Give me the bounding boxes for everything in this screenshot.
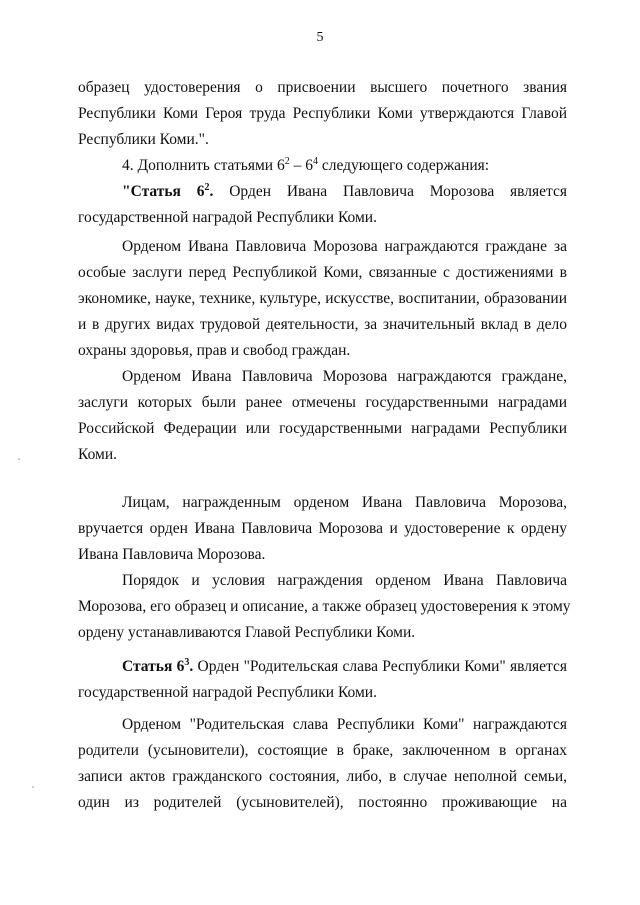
text-line: и в других видах трудовой деятельности, за значительный вклад в дело bbox=[78, 316, 567, 333]
text-line: Орденом Ивана Павловича Морозова награждаются граждане, bbox=[122, 368, 567, 385]
amendment-text: 4. Дополнить статьями 6 bbox=[122, 157, 285, 174]
scan-speck bbox=[32, 786, 34, 788]
article-title-text: "Статья 6 bbox=[122, 183, 205, 200]
superscript: 2 bbox=[284, 156, 290, 167]
text-line: Орденом Ивана Павловича Морозова награждаются граждане за bbox=[122, 238, 567, 255]
article-title-text: Статья 6 bbox=[122, 658, 185, 675]
amendment-line bbox=[122, 157, 567, 175]
article-heading-line bbox=[122, 658, 567, 676]
text-line: Республики Коми.". bbox=[78, 131, 209, 148]
text-line: Ивана Павловича Морозова. bbox=[78, 546, 266, 563]
superscript: 3 bbox=[184, 657, 190, 668]
text-line: Республики Коми Героя труда Республики Коми утверждаются Главой bbox=[78, 105, 567, 122]
text-line: охраны здоровья, прав и свобод граждан. bbox=[78, 342, 351, 359]
text-line: особые заслуги перед Республикой Коми, связанные с достижениями в bbox=[78, 264, 567, 281]
text-line: Коми. bbox=[78, 446, 117, 463]
amendment-text: следующего содержания: bbox=[317, 157, 490, 174]
text-line: Лицам, награжденным орденом Ивана Павловича Морозова, bbox=[122, 494, 567, 511]
article-title-text: . bbox=[189, 658, 194, 675]
article-title-text: . bbox=[209, 183, 214, 200]
text-line: государственной наградой Республики Коми. bbox=[78, 209, 377, 226]
text-line: один из родителей (усыновителей), постоянно проживающие на bbox=[78, 794, 567, 811]
text-line: родители (усыновители), состоящие в браке, заключенном в органах bbox=[78, 742, 567, 759]
amendment-text: – 6 bbox=[289, 157, 313, 174]
text-line: государственной наградой Республики Коми. bbox=[78, 684, 377, 701]
text-line: вручается орден Ивана Павловича Морозова и удостоверение к ордену bbox=[78, 520, 567, 537]
text-line: образец удостоверения о присвоении высшего почетного звания bbox=[78, 79, 567, 96]
article-title bbox=[122, 658, 193, 675]
scan-speck bbox=[18, 458, 20, 460]
text-line: Орденом "Родительская слава Республики Коми" награждаются bbox=[122, 716, 567, 733]
text-line: Порядок и условия награждения орденом Ивана Павловича bbox=[122, 572, 567, 589]
article-heading-text: Орден Ивана Павловича Морозова является bbox=[213, 183, 567, 200]
article-heading-line bbox=[122, 183, 567, 201]
text-line: Морозова, его образец и описание, а также образец удостоверения к этому bbox=[78, 598, 571, 615]
page-number: 5 bbox=[316, 30, 324, 45]
text-line: экономике, науке, технике, культуре, искусстве, воспитании, образовании bbox=[78, 290, 567, 307]
article-title bbox=[122, 183, 213, 200]
superscript: 4 bbox=[312, 156, 318, 167]
article-heading-text: Орден "Родительская слава Республики Коми" является bbox=[193, 658, 567, 675]
text-line: записи актов гражданского состояния, либо, в случае неполной семьи, bbox=[78, 768, 567, 785]
text-line: Российской Федерации или государственными наградами Республики bbox=[78, 420, 567, 437]
superscript: 2 bbox=[204, 182, 210, 193]
text-line: ордену устанавливаются Главой Республики Коми. bbox=[78, 624, 416, 641]
text-line: заслуги которых были ранее отмечены государственными наградами bbox=[78, 394, 567, 411]
